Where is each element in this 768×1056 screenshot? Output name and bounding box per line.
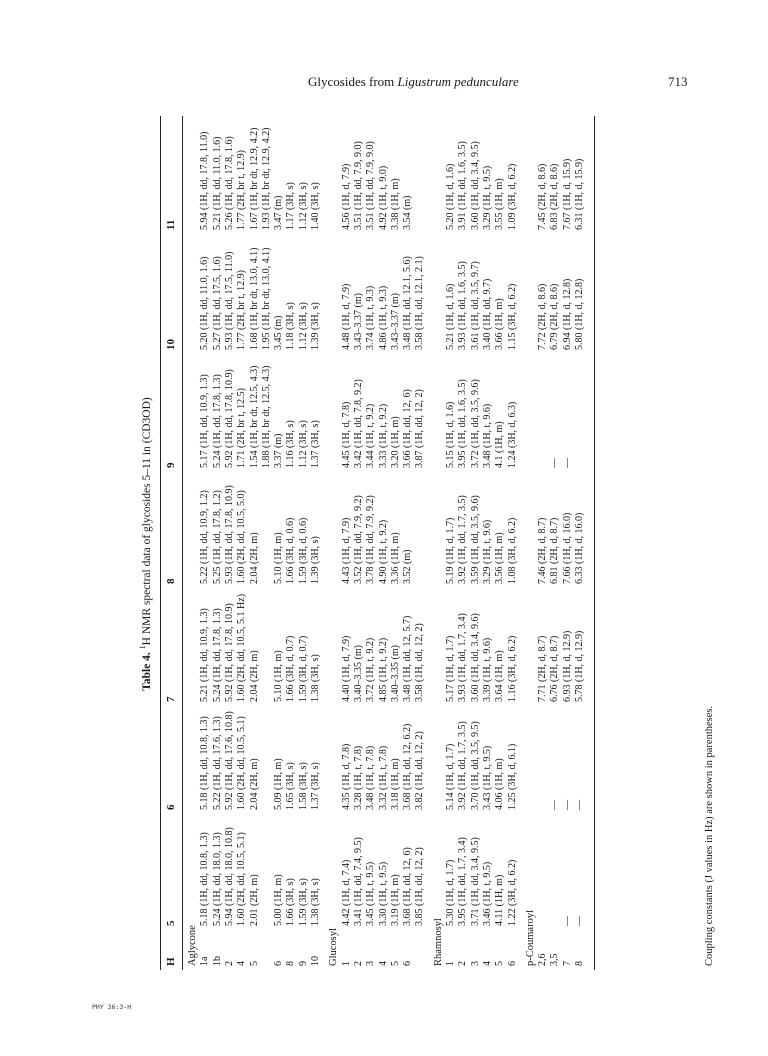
table-cell: 5.20 (1H, d, 1.6) [445, 163, 456, 230]
table-cell: 5.14 (1H, d, 1.7) [445, 743, 456, 810]
table-cell: 1.66 (3H, s) [285, 878, 297, 926]
row-label: 7 [561, 961, 573, 966]
table-cell: 3.92 (1H, dd, 1.7, 3.5) [457, 721, 469, 810]
table-cell: 1.37 (3H, s) [310, 762, 321, 810]
table-cell: 3.70 (1H, dd, 3.5, 9.5) [469, 721, 481, 810]
section-title: p-Coumaroyl [524, 910, 536, 966]
nmr-table-frame [124, 110, 724, 978]
column-header-10: 10 [165, 339, 177, 350]
table-cell: 5.25 (1H, dd, 17.8, 1.2) [211, 490, 223, 584]
table-cell: 5.24 (1H, dd, 17.8, 1.3) [211, 608, 223, 702]
table-cell: 6.33 (1H, d, 16.0) [574, 512, 585, 584]
row-label: 2 [223, 961, 235, 966]
table-cell: 7.66 (1H, d, 16.0) [561, 512, 573, 584]
row-label: 9 [297, 961, 309, 966]
section-title: Aglycone [187, 925, 198, 966]
table-cell: 3.40–3.35 (m) [389, 645, 401, 702]
table-cell: 3.48 (1H, t, 7.8) [365, 745, 377, 810]
page-header [0, 70, 768, 94]
table-cell: 3.48 (1H, t, 9.6) [481, 403, 493, 468]
table-cell: 4.85 (1H, t, 9.2) [377, 637, 389, 702]
table-cell: — [561, 916, 573, 926]
row-label: 4 [377, 961, 389, 966]
table-cell: 1.71 (2H, br t, 12.5) [236, 388, 248, 468]
table-cell: 4.56 (1H, d, 7.9) [340, 163, 352, 230]
table-footnote: Coupling constants (J values in Hz) are shown in parentheses. [704, 705, 715, 966]
table-cell: 4.48 (1H, d, 7.9) [340, 283, 352, 350]
table-cell: 1.60 (2H, dd, 10.5, 5.1) [236, 832, 248, 926]
table-cell: 1.59 (3H, d, 0.6) [297, 517, 309, 584]
table-cell: 3.82 (1H, dd, 12, 2) [414, 731, 426, 810]
table-cell: 4.90 (1H, t, 9.2) [377, 519, 389, 584]
table-cell: 3.44 (1H, t, 9.2) [365, 403, 377, 468]
column-header-5: 5 [165, 920, 177, 926]
table-cell: 3.68 (1H, dd, 12, 6.2) [402, 723, 414, 810]
row-label: 4 [481, 961, 493, 966]
table-cell: 6.76 (2H, d, 8.7) [549, 635, 561, 702]
table-cell: 3.92 (1H, dd, 1.7, 3.5) [457, 495, 469, 584]
row-label: 6 [273, 961, 285, 966]
table-cell: 3.43–3.37 (m) [389, 293, 401, 350]
table-cell: 1.77 (2H, br t, 12.9) [236, 270, 248, 350]
table-cell: 1.93 (1H, br dt, 12.9, 4.2) [260, 127, 272, 230]
table-cell: 3.56 (1H, m) [494, 532, 506, 584]
table-cell: 3.18 (1H, m) [389, 758, 401, 810]
table-cell: 1.08 (3H, d, 6.2) [506, 517, 518, 584]
table-cell: 5.94 (1H, dd, 18.0, 10.8) [223, 827, 235, 926]
table-cell: 4.06 (1H, m) [494, 758, 506, 810]
table-cell: 3.66 (1H, dd, 12, 6) [402, 389, 414, 468]
table-cell: 3.72 (1H, dd, 3.5, 9.6) [469, 379, 481, 468]
table-cell: 5.26 (1H, dd, 17.8, 1.6) [223, 136, 235, 230]
table-cell: 5.94 (1H, dd, 17.8, 11.0) [199, 131, 211, 230]
table-cell: 3.48 (1H, dd, 12.1, 5.6) [402, 256, 414, 350]
table-cell: 1.39 (3H, s) [310, 302, 321, 350]
row-label: 2 [457, 961, 469, 966]
table-cell: 3.66 (1H, m) [494, 298, 506, 350]
table-cell: 1.60 (2H, dd, 10.5, 5.0) [236, 490, 248, 584]
table-cell: 7.45 (2H, d, 8.6) [537, 163, 549, 230]
table-cell: 5.09 (1H, m) [273, 758, 285, 810]
row-label: 5 [389, 961, 401, 966]
table-cell: 1.60 (2H, dd, 10.5, 5.1) [236, 716, 248, 810]
table-cell: 6.83 (2H, d, 8.6) [549, 163, 561, 230]
table-cell: 3.41 (1H, dd, 7.4, 9.5) [352, 837, 364, 926]
table-cell: 4.11 (1H, m) [494, 874, 506, 926]
table-cell: 6.94 (1H, d, 12.8) [561, 278, 573, 350]
table-cell: 5.17 (1H, dd, 10.9, 1.3) [199, 374, 211, 468]
table-cell: 3.51 (1H, dd, 7.9, 9.0) [352, 141, 364, 230]
table-cell: 5.92 (1H, dd, 17.8, 10.9) [223, 369, 235, 468]
row-label: 8 [574, 961, 585, 966]
table-cell: 1.66 (3H, d, 0.7) [285, 635, 297, 702]
section-title: Glucosyl [328, 928, 340, 966]
table-cell: 1.95 (1H, br dt, 13.0, 4.1) [260, 247, 272, 350]
row-label: 2 [352, 961, 364, 966]
table-cell: 1.40 (3H, s) [310, 182, 321, 230]
column-header-8: 8 [165, 578, 177, 584]
section-title: Rhamnosyl [432, 918, 444, 966]
table-cell: 3.30 (1H, t, 9.5) [377, 861, 389, 926]
table-cell: 5.92 (1H, dd, 17.8, 10.9) [223, 603, 235, 702]
table-cell: 6.79 (2H, d, 8.6) [549, 283, 561, 350]
column-header-9: 9 [165, 462, 177, 468]
table-cell: 3.40 (1H, dd, 9.7) [481, 278, 493, 350]
table-cell: 5.24 (1H, dd, 18.0, 1.3) [211, 832, 223, 926]
row-label: 1 [445, 961, 456, 966]
table-cell: 5.24 (1H, dd, 17.8, 1.3) [211, 374, 223, 468]
table-cell: 5.80 (1H, d, 12.8) [574, 278, 585, 350]
table-cell: 3.28 (1H, t, 7.8) [352, 745, 364, 810]
table-cell: 3.60 (1H, dd, 3.4, 9.6) [469, 613, 481, 702]
table-cell: 5.15 (1H, d, 1.6) [445, 401, 456, 468]
table-cell: 7.72 (2H, d, 8.6) [537, 283, 549, 350]
row-label: 3 [365, 961, 377, 966]
table-cell: 4.43 (1H, d, 7.9) [340, 517, 352, 584]
table-cell: 5.27 (1H, dd, 17.5, 1.6) [211, 256, 223, 350]
table-cell: 4.86 (1H, t, 9.3) [377, 285, 389, 350]
table-cell: — [549, 458, 561, 468]
table-cell: 1.16 (3H, d, 6.2) [506, 635, 518, 702]
table-cell: 5.18 (1H, dd, 10.8, 1.3) [199, 832, 211, 926]
table-cell: 1.54 (1H, br dt, 12.5, 4.3) [248, 365, 260, 468]
row-label: 5 [248, 961, 260, 966]
table-cell: 1.58 (3H, s) [297, 762, 309, 810]
table-cell: 7.46 (2H, d, 8.7) [537, 517, 549, 584]
table-cell: 5.00 (1H, m) [273, 874, 285, 926]
table-cell: 5.20 (1H, dd, 11.0, 1.6) [199, 256, 211, 350]
row-label: 5 [494, 961, 506, 966]
table-cell: 2.04 (2H, m) [248, 650, 260, 702]
table-cell: 3.46 (1H, t, 9.5) [481, 861, 493, 926]
table-cell: 7.67 (1H, d, 15.9) [561, 158, 573, 230]
row-label: 2,6 [537, 953, 549, 966]
table-cell: 1.25 (3H, d, 6.1) [506, 743, 518, 810]
table-cell: 3.61 (1H, dd, 3.5, 9.7) [469, 261, 481, 350]
table-cell: 3.71 (1H, dd, 3.4, 9.5) [469, 837, 481, 926]
table-cell: 5.19 (1H, d, 1.7) [445, 517, 456, 584]
table-cell: 3.60 (1H, dd, 3.4, 9.5) [469, 141, 481, 230]
table-cell: 1.24 (3H, d, 6.3) [506, 401, 518, 468]
table-cell: 3.37 (m) [273, 433, 285, 468]
table-cell: — [561, 458, 573, 468]
row-label: 8 [285, 961, 297, 966]
table-cell: 3.19 (1H, m) [389, 874, 401, 926]
table-cell: 3.58 (1H, dd, 12, 2) [414, 623, 426, 702]
table-cell: 1.59 (3H, s) [297, 878, 309, 926]
table-cell: 2.01 (2H, m) [248, 874, 260, 926]
table-cell: 1.09 (3H, d, 6.2) [506, 163, 518, 230]
table-cell: 1.12 (3H, s) [297, 420, 309, 468]
table-cell: 1.12 (3H, s) [297, 302, 309, 350]
table-cell: 3.33 (1H, t, 9.2) [377, 403, 389, 468]
table-cell: 3.95 (1H, dd, 1.7, 3.4) [457, 837, 469, 926]
table-cell: 3.52 (m) [402, 549, 414, 584]
row-label: 6 [506, 961, 518, 966]
table-cell: 1.77 (2H, br t, 12.9) [236, 150, 248, 230]
table-cell: 3.95 (1H, dd, 1.6, 3.5) [457, 379, 469, 468]
table-cell: 5.18 (1H, dd, 10.8, 1.3) [199, 716, 211, 810]
table-cell: 5.10 (1H, m) [273, 650, 285, 702]
column-header-11: 11 [165, 219, 177, 230]
table-cell: 1.66 (3H, d, 0.6) [285, 517, 297, 584]
table-cell: 1.15 (3H, d, 6.2) [506, 283, 518, 350]
table-cell: 5.22 (1H, dd, 17.6, 1.3) [211, 716, 223, 810]
table-cell: — [549, 800, 561, 810]
table-cell: 3.48 (1H, dd, 12, 5.7) [402, 615, 414, 702]
table-cell: 1.17 (3H, s) [285, 182, 297, 230]
table-cell: 3.91 (1H, dd, 1.6, 3.5) [457, 141, 469, 230]
table-header-rule [182, 116, 183, 970]
row-label: 4 [236, 961, 248, 966]
table-cell: 3.58 (1H, dd, 12.1, 2.1) [414, 256, 426, 350]
page-number: 713 [668, 74, 688, 89]
table-cell: 5.22 (1H, dd, 10.9, 1.2) [199, 490, 211, 584]
table-cell: 3.29 (1H, t, 9.6) [481, 519, 493, 584]
row-label: 10 [310, 956, 321, 966]
table-cell: 3.64 (1H, m) [494, 650, 506, 702]
table-cell: 3.87 (1H, dd, 12, 2) [414, 389, 426, 468]
table-cell: 3.40–3.35 (m) [352, 645, 364, 702]
table-cell: 6.81 (2H, d, 8.7) [549, 517, 561, 584]
table-cell: 6.31 (1H, d, 15.9) [574, 158, 585, 230]
table-cell: 3.32 (1H, t, 7.8) [377, 745, 389, 810]
table-cell: 3.74 (1H, t, 9.3) [365, 285, 377, 350]
column-header-6: 6 [165, 804, 177, 810]
row-label: 1b [211, 956, 223, 966]
table-cell: 1.68 (1H, br dt, 13.0, 4.1) [248, 247, 260, 350]
table-cell: 1.67 (1H, br dt, 12.9, 4.2) [248, 127, 260, 230]
table-cell: 3.55 (1H, m) [494, 178, 506, 230]
table-cell: 1.12 (3H, s) [297, 182, 309, 230]
table-cell: 5.10 (1H, m) [273, 532, 285, 584]
nmr-table [124, 110, 724, 978]
column-header-7: 7 [165, 696, 177, 702]
table-cell: 3.36 (1H, m) [389, 532, 401, 584]
table-cell: 3.38 (1H, m) [389, 178, 401, 230]
table-cell: 3.93 (1H, dd, 1.6, 3.5) [457, 261, 469, 350]
table-top-rule [160, 116, 161, 970]
table-cell: 3.52 (1H, dd, 7.9, 9.2) [352, 495, 364, 584]
table-cell: — [561, 800, 573, 810]
table-cell: 3.51 (1H, dd, 7.9, 9.0) [365, 141, 377, 230]
table-cell: 2.04 (2H, m) [248, 532, 260, 584]
table-cell: 4.40 (1H, d, 7.9) [340, 635, 352, 702]
table-cell: 3.78 (1H, dd, 7.9, 9.2) [365, 495, 377, 584]
table-cell: 1.88 (1H, br dt, 12.5, 4.3) [260, 365, 272, 468]
table-cell: 2.04 (2H, m) [248, 758, 260, 810]
journal-stamp: PHY 36:3-H [92, 1003, 132, 1011]
table-cell: 5.92 (1H, dd, 17.6, 10.8) [223, 711, 235, 810]
table-cell: 5.21 (1H, dd, 11.0, 1.6) [211, 136, 223, 230]
table-cell: 5.17 (1H, d, 1.7) [445, 635, 456, 702]
column-header-h: H [165, 957, 177, 966]
table-cell: 3.85 (1H, dd, 12, 2) [414, 847, 426, 926]
table-cell: 3.43–3.37 (m) [352, 293, 364, 350]
table-cell: 1.37 (3H, s) [310, 420, 321, 468]
row-label: 1a [199, 956, 211, 966]
table-cell: 1.38 (3H, s) [310, 654, 321, 702]
table-cell: 5.30 (1H, d, 1.7) [445, 859, 456, 926]
table-cell: 4.45 (1H, d, 7.8) [340, 401, 352, 468]
table-cell: 3.45 (m) [273, 315, 285, 350]
table-cell: 1.59 (3H, d, 0.7) [297, 635, 309, 702]
table-bottom-rule [594, 116, 595, 970]
row-label: 6 [402, 961, 414, 966]
table-cell: 1.38 (3H, s) [310, 878, 321, 926]
table-cell: 5.93 (1H, dd, 17.8, 10.9) [223, 485, 235, 584]
table-cell: 4.1 (1H, m) [494, 421, 506, 468]
table-cell: 3.29 (1H, t, 9.5) [481, 165, 493, 230]
table-cell: 3.47 (m) [273, 195, 285, 230]
table-cell: 3.59 (1H, dd, 3.5, 9.6) [469, 495, 481, 584]
table-cell: 1.22 (3H, d, 6.2) [506, 859, 518, 926]
table-cell: 3.45 (1H, t, 9.5) [365, 861, 377, 926]
table-cell: 5.21 (1H, d, 1.6) [445, 283, 456, 350]
table-cell: — [574, 800, 585, 810]
table-cell: 1.60 (2H, dd, 10.5, 5.1 Hz) [236, 593, 248, 702]
table-cell: 3.20 (1H, m) [389, 416, 401, 468]
table-cell: 4.42 (1H, d, 7.4) [340, 859, 352, 926]
table-cell: 3.93 (1H, dd, 1.7, 3.4) [457, 613, 469, 702]
row-label: 1 [340, 961, 352, 966]
row-label: 3,5 [549, 953, 561, 966]
table-cell: 3.68 (1H, dd, 12, 6) [402, 847, 414, 926]
table-cell: 1.18 (3H, s) [285, 302, 297, 350]
table-cell: 1.39 (3H, s) [310, 536, 321, 584]
table-cell: 3.42 (1H, dd, 7.8, 9.2) [352, 379, 364, 468]
table-cell: 7.71 (2H, d, 8.7) [537, 635, 549, 702]
table-cell: 3.72 (1H, t, 9.2) [365, 637, 377, 702]
table-cell: 3.39 (1H, t, 9.6) [481, 637, 493, 702]
table-cell: 6.93 (1H, d, 12.9) [561, 630, 573, 702]
table-cell: 1.16 (3H, s) [285, 420, 297, 468]
running-head: Glycosides from Ligustrum pedunculare [308, 74, 519, 89]
row-label: 3 [469, 961, 481, 966]
table-cell: 5.21 (1H, dd, 10.9, 1.3) [199, 608, 211, 702]
table-cell: 4.35 (1H, d, 7.8) [340, 743, 352, 810]
table-cell: 1.65 (3H, s) [285, 762, 297, 810]
table-cell: 5.93 (1H, dd, 17.5, 11.0) [223, 251, 235, 350]
table-cell: — [574, 916, 585, 926]
table-cell: 3.54 (m) [402, 195, 414, 230]
table-cell: 3.43 (1H, t, 9.5) [481, 745, 493, 810]
table-caption: Table 4. $^1$H NMR spectral data of glycosides 5–11 in (CD3OD) [138, 397, 153, 691]
table-cell: 5.78 (1H, d, 12.9) [574, 630, 585, 702]
table-cell: 4.92 (1H, t, 9.0) [377, 165, 389, 230]
